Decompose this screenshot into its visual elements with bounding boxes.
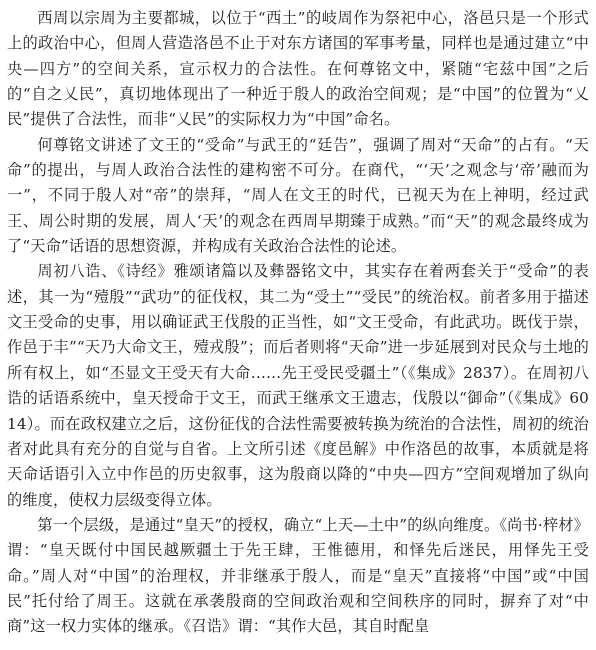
paragraph-2: 何尊铭文讲述了文王的“受命”与武王的“廷告”，强调了周对“天命”的占有。“天命”的提出，与周人政治合法性的建构密不可分。在商代，“‘天’之观念与‘帝’融而为一”，不同于殷人对“帝”的崇拜，“周人在文王的时代，已视天为在上神明，经过武王、周公时期的发展，周人‘天’的观念在西周早期臻于成熟。”而“天”的观念最终成为了“天命”话语的思想资源，并构成有关政治合法性的论述。 <box>7 135 589 256</box>
document-page <box>7 6 589 646</box>
paragraph-1: 西周以宗周为主要都城，以位于“西土”的岐周作为祭祀中心，洛邑只是一个形式上的政治中心，但周人营造洛邑不止于对东方诸国的军事考量，同样也是通过建立“中央—四方”的空间关系，宣示权力的合法性。在何尊铭文中，紧随“宅兹中国”之后的“自之乂民”，真切地体现出了一种近于殷人的政治空间观；是“中国”的位置为“乂民”提供了合法性，而非“乂民”的实际权力为“中国”命名。 <box>7 9 589 129</box>
paragraph-4: 第一个层级，是通过“皇天”的授权，确立“上天—土中”的纵向维度。《尚书·梓材》谓：“皇天既付中国民越厥疆土于先王肆，王惟德用，和怿先后迷民，用怿先王受命。”周人对“中国”的治理权，并非继承于殷人，而是“皇天”直接将“中国”或“中国民”托付给了周王。这就在承袭殷商的空间政治观和空间秩序的同时，摒弃了对“中商”这一权力实体的继承。《召诰》谓：“其作大邑，其自时配皇 <box>7 515 589 636</box>
paragraph-3: 周初八诰、《诗经》雅颂诸篇以及彝器铭文中，其实存在着两套关于“受命”的表述，其一为“殪殷”“武功”的征伐权，其二为“受土”“受民”的统治权。前者多用于描述文王受命的史事，用以确证武王伐殷的正当性，如“文王受命，有此武功。既伐于崇，作邑于丰”“天乃大命文王，殪戎殷”；而后者则将“天命”进一步延展到对民众与土地的所有权上，如“丕显文王受天有大命……先王受民受疆土”（《集成》2837）。在周初八诰的话语系统中，皇天授命于文王，而武王继承文王遗志，伐殷以“御命”（《集成》6014）。而在政权建立之后，这份征伐的合法性需要被转换为统治的合法性，周初的统治者对此具有充分的自觉与自省。上文所引述《度邑解》中作洛邑的故事，本质就是将天命话语引入立中作邑的历史叙事，这为殷商以降的“中央—四方”空间观增加了纵向的维度，使权力层级变得立体。 <box>7 262 589 509</box>
